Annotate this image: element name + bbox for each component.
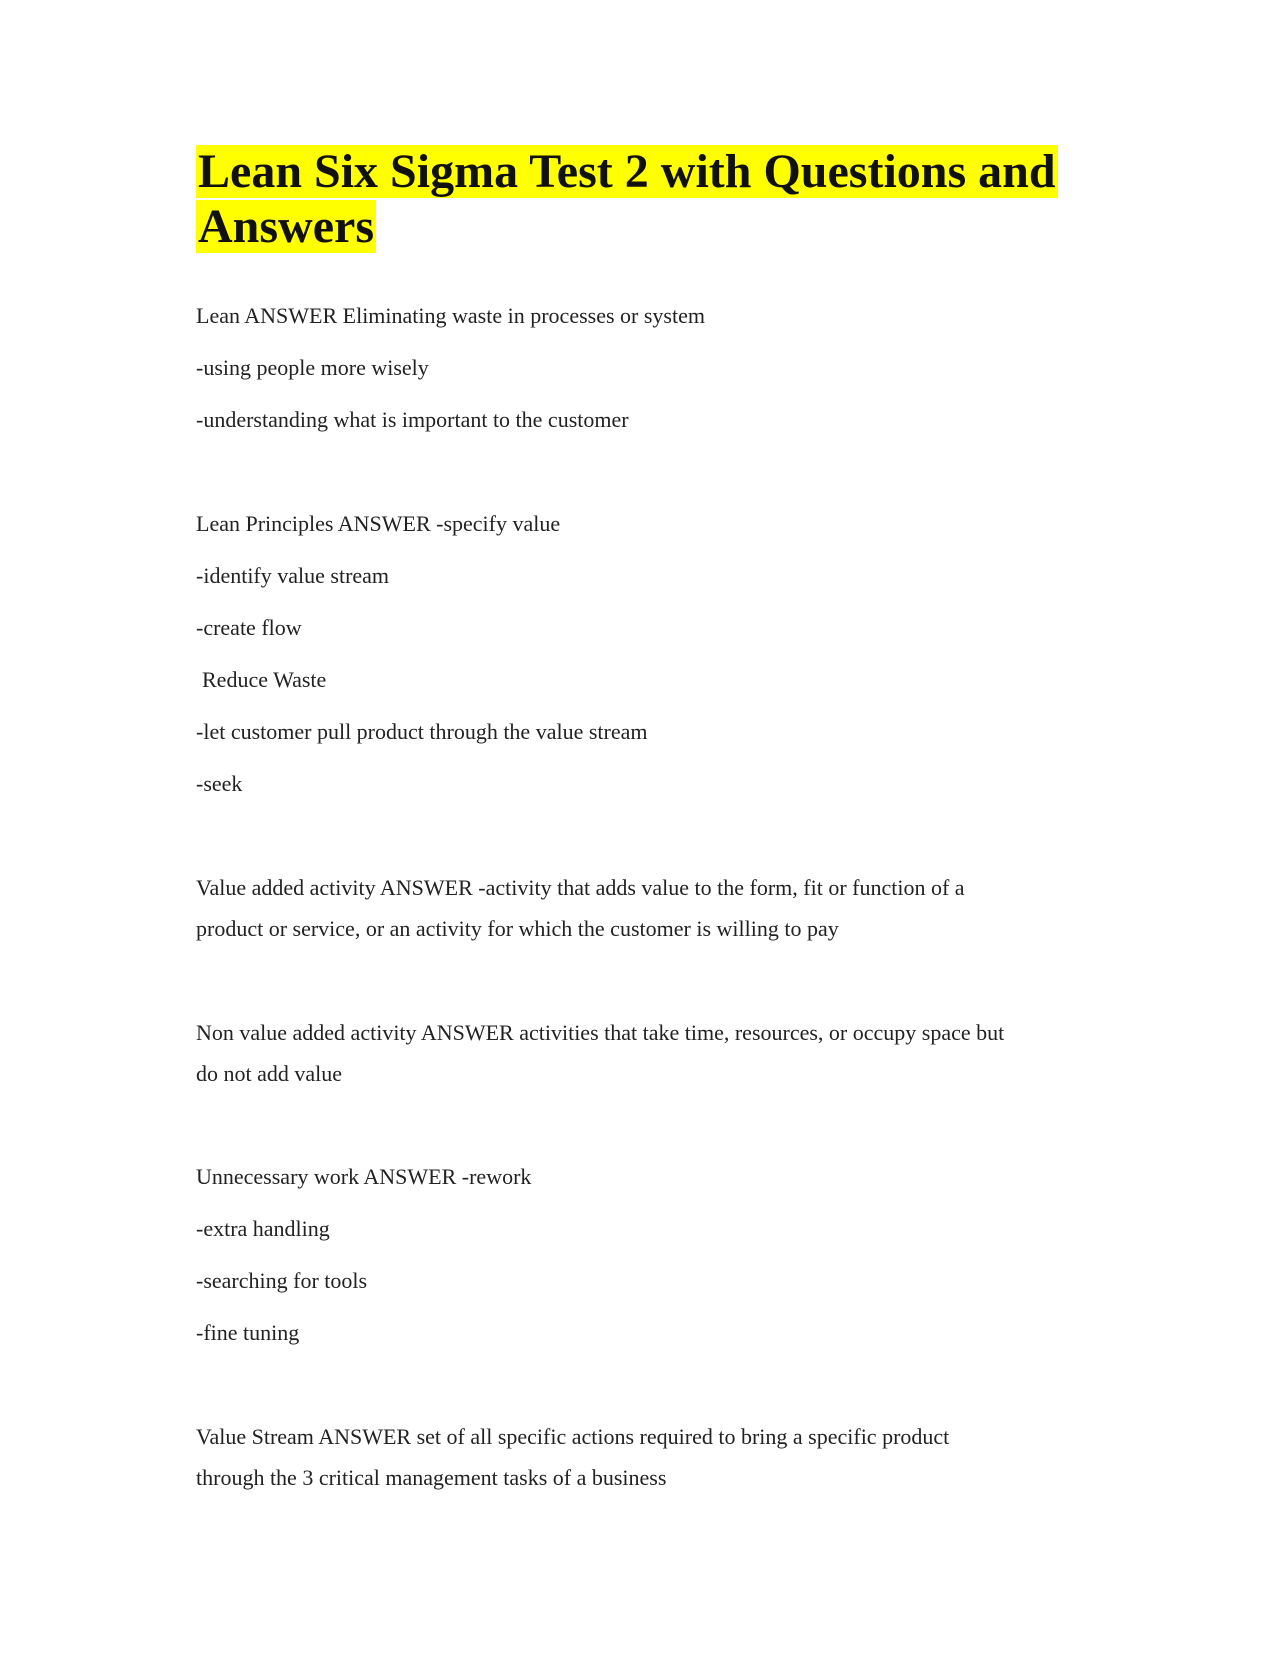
qa-line: -seek (196, 771, 243, 796)
qa-line: -let customer pull product through the value stream (196, 719, 648, 744)
qa-line: Value added activity ANSWER -activity that adds value to the form, fit or function of a (196, 875, 965, 900)
qa-line: product or service, or an activity for which the customer is willing to pay (196, 916, 839, 941)
qa-line: Value Stream ANSWER set of all specific actions required to bring a specific product (196, 1424, 950, 1449)
qa-line: -identify value stream (196, 563, 390, 588)
qa-line: Unnecessary work ANSWER -rework (196, 1164, 532, 1189)
qa-line: Lean ANSWER Eliminating waste in processes or system (196, 303, 705, 328)
qa-line: -searching for tools (196, 1268, 368, 1293)
qa-line: do not add value (196, 1061, 343, 1086)
qa-line: -using people more wisely (196, 355, 429, 380)
qa-line: -create flow (196, 615, 302, 640)
qa-line: through the 3 critical management tasks of a business (196, 1465, 667, 1490)
qa-line: -understanding what is important to the customer (196, 407, 629, 432)
title-highlight: Lean Six Sigma Test 2 with Questions and Answers (198, 145, 1056, 253)
qa-line: Lean Principles ANSWER -specify value (196, 511, 561, 536)
qa-line: Non value added activity ANSWER activities that take time, resources, or occupy space but (196, 1020, 1005, 1045)
qa-line: Reduce Waste (202, 667, 327, 692)
qa-line: -extra handling (196, 1216, 330, 1241)
qa-line: -fine tuning (196, 1320, 300, 1345)
document-title (196, 144, 1076, 254)
